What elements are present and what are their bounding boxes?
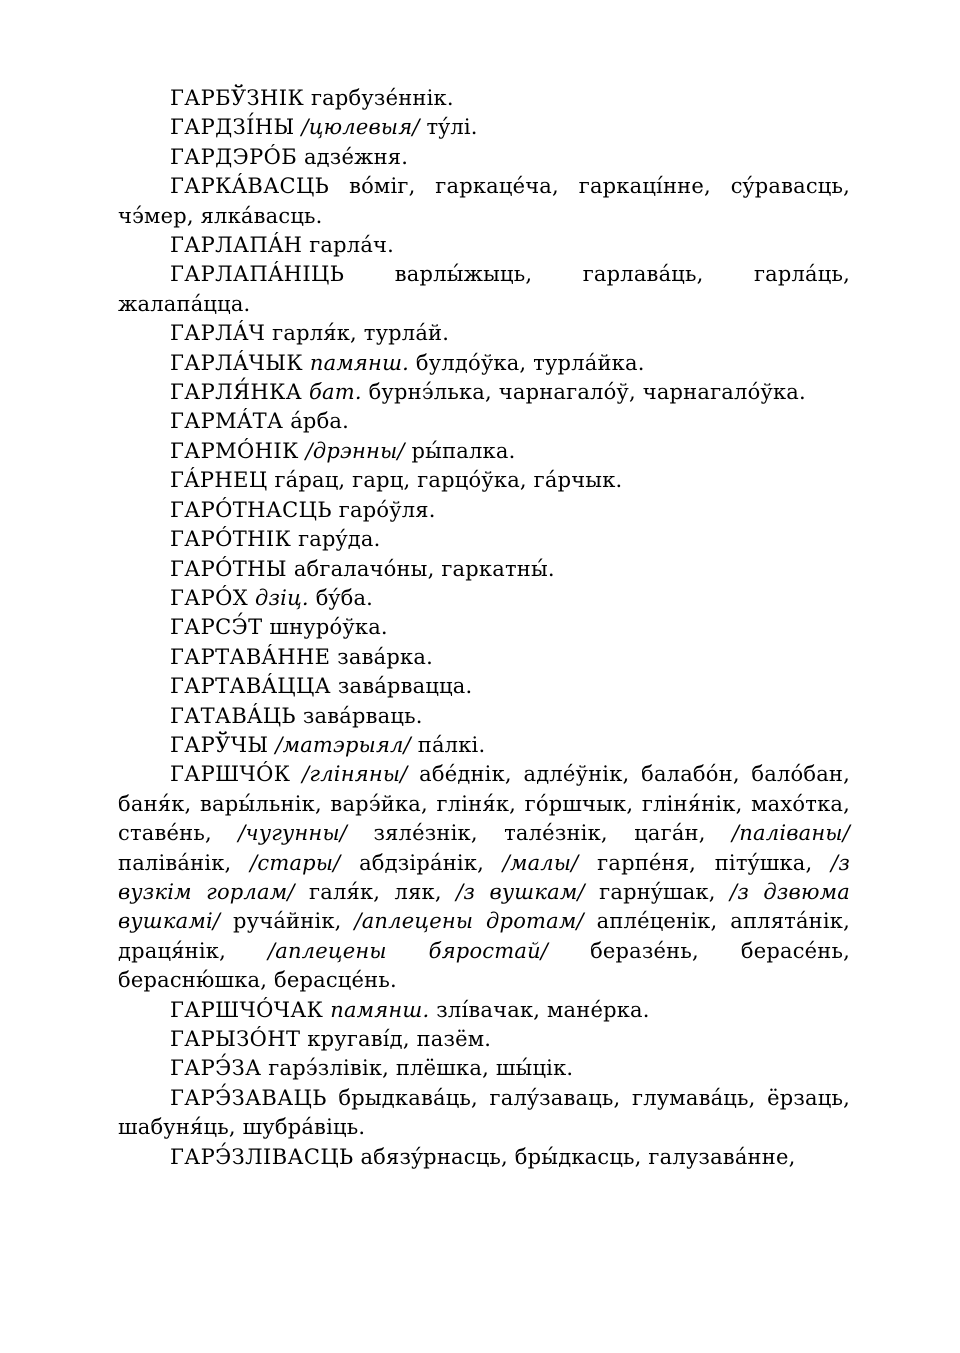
dictionary-entry	[118, 1143, 850, 1172]
dictionary-entry	[118, 113, 850, 142]
synonyms-text: вóміг, гаркацéча, гаркацíнне, сýравасць, чэ́мер, ялкáвасць.	[118, 174, 850, 228]
entry-list	[118, 84, 850, 1172]
usage-note: /малы/	[502, 850, 579, 875]
dictionary-entry	[118, 613, 850, 642]
dictionary-entry	[118, 1054, 850, 1083]
dictionary-entry	[118, 84, 850, 113]
synonyms-text: гарóўля.	[331, 497, 436, 522]
dictionary-entry	[118, 437, 850, 466]
dictionary-entry	[118, 996, 850, 1025]
dictionary-entry	[118, 407, 850, 436]
synonyms-text: варлы́жыць, гарлавáць, гарлáць, жалапáцца.	[118, 262, 850, 316]
synonyms-text: бýба.	[308, 585, 374, 610]
headword: ГАРТАВÁЦЦА	[170, 674, 331, 699]
headword: ГАТАВÁЦЬ	[170, 703, 296, 728]
headword: ГАРШЧÓЧАК	[170, 997, 324, 1022]
usage-note: /гліняны/	[302, 762, 408, 787]
dictionary-entry	[118, 172, 850, 231]
synonyms-text: гарлáч.	[302, 233, 395, 258]
usage-note: /матэрыял/	[275, 732, 411, 757]
synonyms-text: áрба.	[283, 409, 350, 434]
headword: ГАРЭ́ЗАВАЦЬ	[170, 1085, 327, 1110]
dictionary-entry	[118, 760, 850, 995]
synonyms-text: гарпéня, пітýшка,	[578, 850, 832, 875]
usage-note: /паліваны/	[732, 821, 850, 846]
synonyms-text: ры́палка.	[404, 438, 516, 463]
synonyms-text: гарбузéннік.	[304, 86, 454, 110]
dictionary-entry	[118, 731, 850, 760]
synonyms-text: абязýрнасць, бры́дкасць, галузавáнне,	[353, 1144, 796, 1169]
dictionary-entry	[118, 260, 850, 319]
headword: ГАРШЧÓК	[170, 762, 291, 787]
synonyms-text: зялéзнік, талéзнік, цагáн,	[347, 821, 733, 846]
synonyms-text: бурнэ́лька, чарнагалóў, чарнагалóўка.	[361, 380, 806, 405]
dictionary-entry	[118, 349, 850, 378]
dictionary-entry	[118, 496, 850, 525]
usage-note: /чугунны/	[238, 821, 348, 846]
synonyms-text	[302, 380, 309, 404]
synonyms-text: гáрац, гарц, гарцóўка, гáрчык.	[267, 468, 623, 493]
synonyms-text: брыдкавáць, галýзаваць, глумавáць, ёрзаць, шабуня́ць, шубрáвіць.	[118, 1085, 850, 1140]
headword: ГАРÓТНІК	[170, 527, 292, 552]
headword: ГАРЛАПÁН	[170, 233, 303, 258]
headword: ГАРДЗІ́НЫ	[170, 115, 295, 140]
synonyms-text: завáрваць.	[295, 703, 423, 728]
headword: ГАРÓТНАСЦЬ	[170, 497, 332, 522]
synonyms-text: шнурóўка.	[262, 615, 388, 640]
headword: ГАРÓТНЫ	[170, 556, 287, 581]
synonyms-text: адзéжня.	[297, 144, 409, 169]
headword: ГАРЛÁЧ	[170, 321, 266, 346]
dictionary-entry	[118, 466, 850, 495]
dictionary-entry	[118, 555, 850, 584]
dictionary-entry	[118, 702, 850, 731]
usage-note: бат.	[308, 380, 362, 405]
headword: ГАРÓХ	[170, 585, 249, 610]
synonyms-text: тýлі.	[419, 115, 478, 140]
synonyms-text: ручáйнік,	[220, 909, 355, 934]
synonyms-text: палівáнік,	[118, 850, 251, 875]
dictionary-entry	[118, 1084, 850, 1143]
dictionary-entry	[118, 231, 850, 260]
synonyms-text: гарýда.	[291, 527, 381, 552]
synonyms-text: гарля́к, турлáй.	[265, 321, 450, 346]
usage-note: /цюлевыя/	[301, 115, 420, 140]
synonyms-text	[299, 439, 306, 463]
headword: ГАРКÁВАСЦЬ	[170, 174, 330, 199]
synonyms-text: булдóўка, турлáйка.	[409, 350, 645, 375]
headword: ГАРЭ́ЗЛІВАСЦЬ	[170, 1144, 354, 1169]
synonyms-text: аплéценік, аплятáнік, драця́нік,	[118, 909, 850, 963]
headword: ГÁРНЕЦ	[170, 468, 268, 493]
synonyms-text: гарнýшак,	[584, 879, 731, 904]
synonyms-text: галя́к, ляк,	[294, 879, 457, 904]
synonyms-text: беразéнь, берасéнь, берасню́шка, берасцéнь.	[118, 938, 850, 993]
usage-note: дзіц.	[255, 585, 309, 610]
headword: ГАРТАВÁННЕ	[170, 644, 331, 669]
synonyms-text	[290, 762, 302, 786]
dictionary-entry	[118, 525, 850, 554]
headword: ГАРЛÁЧЫК	[170, 350, 303, 375]
headword: ГАРЎЧЫ	[170, 732, 269, 757]
headword: ГАРЛАПÁНІЦЬ	[170, 262, 345, 287]
headword: ГАРЛЯ́НКА	[170, 380, 303, 405]
usage-note: /дрэнны/	[305, 438, 405, 463]
headword: ГАРБЎЗНІК	[170, 86, 305, 110]
dictionary-entry	[118, 1025, 850, 1054]
synonyms-text: завáрвацца.	[330, 674, 473, 699]
synonyms-text: завáрка.	[330, 644, 433, 669]
headword: ГАРМÓНІК	[170, 438, 299, 463]
usage-note: /з дзвюма вушкамі/	[118, 879, 850, 934]
dictionary-entry	[118, 378, 850, 407]
headword: ГАРЫЗÓНТ	[170, 1027, 301, 1051]
usage-note: памянш.	[330, 997, 430, 1022]
synonyms-text: кругавíд, пазём.	[300, 1027, 492, 1051]
synonyms-text	[303, 351, 310, 375]
synonyms-text: абéднік, адлéўнік, балабóн, балóбан, баня́к, вары́льнік, варэ́йка, гліня́к, гóршчык, гліня́нік, махóтка, ставéнь,	[118, 762, 850, 846]
dictionary-entry	[118, 643, 850, 672]
dictionary-entry	[118, 672, 850, 701]
headword: ГАРДЭРÓБ	[170, 144, 298, 169]
usage-note: /аплецены бяростай/	[267, 938, 549, 963]
usage-note: /з вузкім горлам/	[118, 850, 850, 904]
usage-note: /стары/	[250, 850, 341, 875]
usage-note: памянш.	[309, 350, 410, 375]
synonyms-text: злíвачак, манéрка.	[429, 997, 650, 1022]
dictionary-entry	[118, 319, 850, 348]
usage-note: /аплецены дротам/	[354, 909, 584, 934]
usage-note: /з вушкам/	[456, 879, 585, 904]
headword: ГАРЭ́ЗА	[170, 1056, 262, 1081]
synonyms-text: абдзірáнік,	[340, 850, 503, 875]
dictionary-entry	[118, 584, 850, 613]
synonyms-text: гарэ́злівік, плёшка, шы́цік.	[261, 1056, 574, 1081]
dictionary-entry	[118, 143, 850, 172]
synonyms-text: абгалачóны, гаркатны́.	[286, 556, 555, 581]
headword: ГАРСЭ́Т	[170, 615, 263, 640]
headword: ГАРМÁТА	[170, 409, 284, 434]
synonyms-text	[248, 586, 255, 610]
synonyms-text: пáлкі.	[410, 732, 486, 757]
